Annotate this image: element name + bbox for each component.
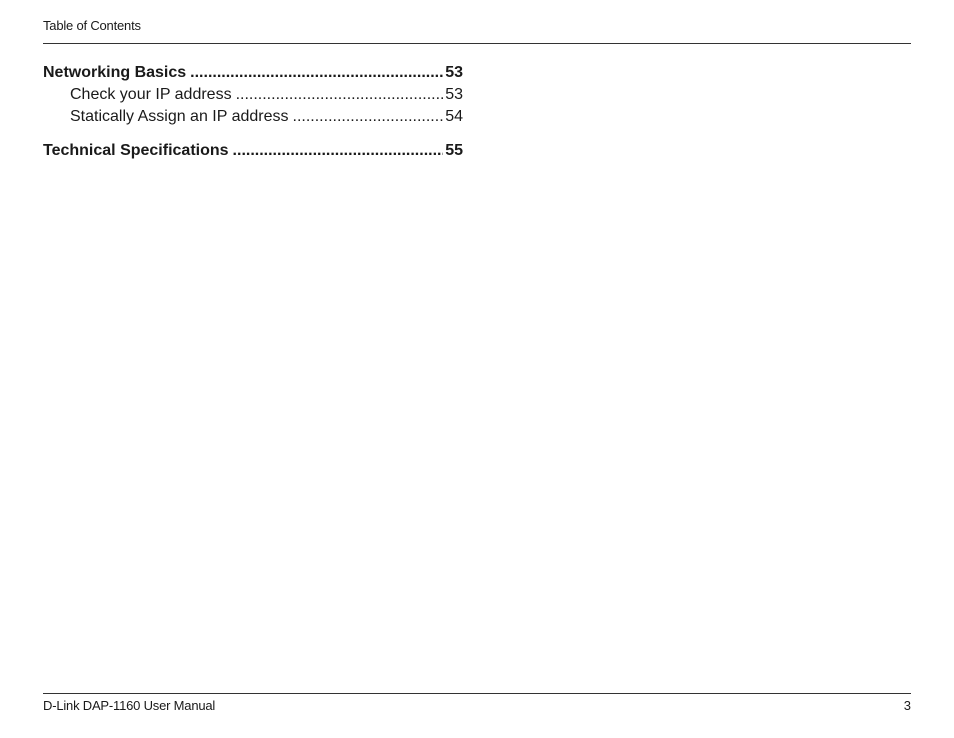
toc-entry-label: Technical Specifications bbox=[43, 142, 229, 159]
toc-leader-dots bbox=[293, 108, 444, 126]
toc-leader-dots bbox=[233, 142, 444, 160]
running-header: Table of Contents bbox=[43, 18, 141, 33]
toc-entry-statically-assign-ip[interactable] bbox=[43, 108, 463, 130]
toc-leader-dots bbox=[190, 64, 443, 82]
toc-entry-check-ip-address[interactable] bbox=[43, 86, 463, 108]
table-of-contents bbox=[43, 64, 463, 164]
toc-entry-technical-specifications[interactable] bbox=[43, 142, 463, 164]
toc-entry-page: 54 bbox=[445, 108, 463, 125]
toc-entry-label: Check your IP address bbox=[70, 86, 232, 103]
toc-entry-label: Networking Basics bbox=[43, 64, 187, 81]
footer-rule bbox=[43, 693, 911, 694]
toc-entry-label: Statically Assign an IP address bbox=[70, 108, 289, 125]
toc-leader-dots bbox=[236, 86, 444, 104]
toc-entry-networking-basics[interactable] bbox=[43, 64, 463, 86]
page-number: 3 bbox=[903, 698, 911, 713]
toc-entry-page: 53 bbox=[445, 86, 463, 103]
toc-entry-page: 53 bbox=[445, 64, 463, 81]
toc-entry-page: 55 bbox=[445, 142, 463, 159]
running-footer-title: D-Link DAP-1160 User Manual bbox=[43, 698, 216, 713]
header-rule bbox=[43, 43, 911, 44]
